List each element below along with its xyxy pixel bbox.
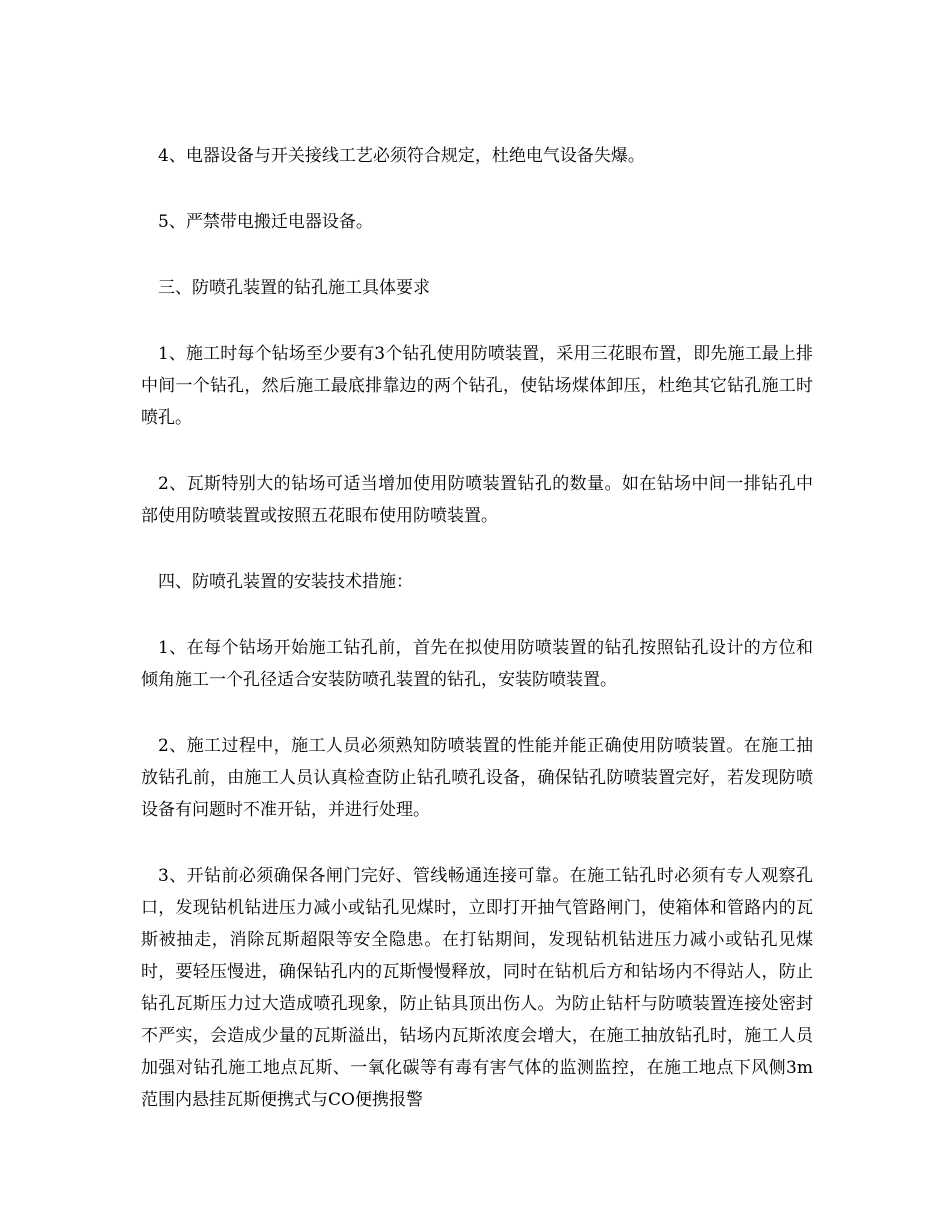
paragraph-drilling-2: 2、瓦斯特别大的钻场可适当增加使用防喷装置钻孔的数量。如在钻场中间一排钻孔中部使用防喷装置或按照五花眼布使用防喷装置。: [141, 474, 813, 526]
paragraph-item-4: 4、电器设备与开关接线工艺必须符合规定，杜绝电气设备失爆。: [158, 146, 645, 166]
paragraph-install-2: 2、施工过程中，施工人员必须熟知防喷装置的性能并能正确使用防喷装置。在施工抽放钻孔前，由施工人员认真检查防止钻孔喷孔设备，确保钻孔防喷装置完好，若发现防喷设备有问题时不准开钻，并进行处理。: [141, 736, 813, 820]
paragraph-install-3: 3、开钻前必须确保各闸门完好、管线畅通连接可靠。在施工钻孔时必须有专人观察孔口，发现钻机钻进压力减小或钻孔见煤时，立即打开抽气管路闸门，使箱体和管路内的瓦斯被抽走，消除瓦斯超限等安全隐患。在打钻期间，发现钻机钻进压力减小或钻孔见煤时，要轻压慢进，确保钻孔内的瓦斯慢慢释放，同时在钻机后方和钻场内不得站人，防止钻孔瓦斯压力过大造成喷孔现象，防止钻具顶出伤人。为防止钻杆与防喷装置连接处密封不严实，会造成少量的瓦斯溢出，钻场内瓦斯浓度会增大，在施工抽放钻孔时，施工人员加强对钻孔施工地点瓦斯、一氧化碳等有毒有害气体的监测监控，在施工地点下风侧3m范围内悬挂瓦斯便携式与CO便携报警: [141, 866, 813, 1110]
paragraph-drilling-1: 1、施工时每个钻场至少要有3个钻孔使用防喷装置，采用三花眼布置，即先施工最上排中间一个钻孔，然后施工最底排靠边的两个钻孔，使钻场煤体卸压，杜绝其它钻孔施工时喷孔。: [141, 344, 813, 428]
paragraph-install-1: 1、在每个钻场开始施工钻孔前，首先在拟使用防喷装置的钻孔按照钻孔设计的方位和倾角施工一个孔径适合安装防喷孔装置的钻孔，安装防喷装置。: [141, 638, 813, 690]
document-page: [141, 140, 813, 1150]
section-heading-4: 四、防喷孔装置的安装技术措施：: [158, 572, 413, 592]
section-heading-3: 三、防喷孔装置的钻孔施工具体要求: [158, 278, 430, 298]
paragraph-item-5: 5、严禁带电搬迁电器设备。: [158, 212, 373, 232]
